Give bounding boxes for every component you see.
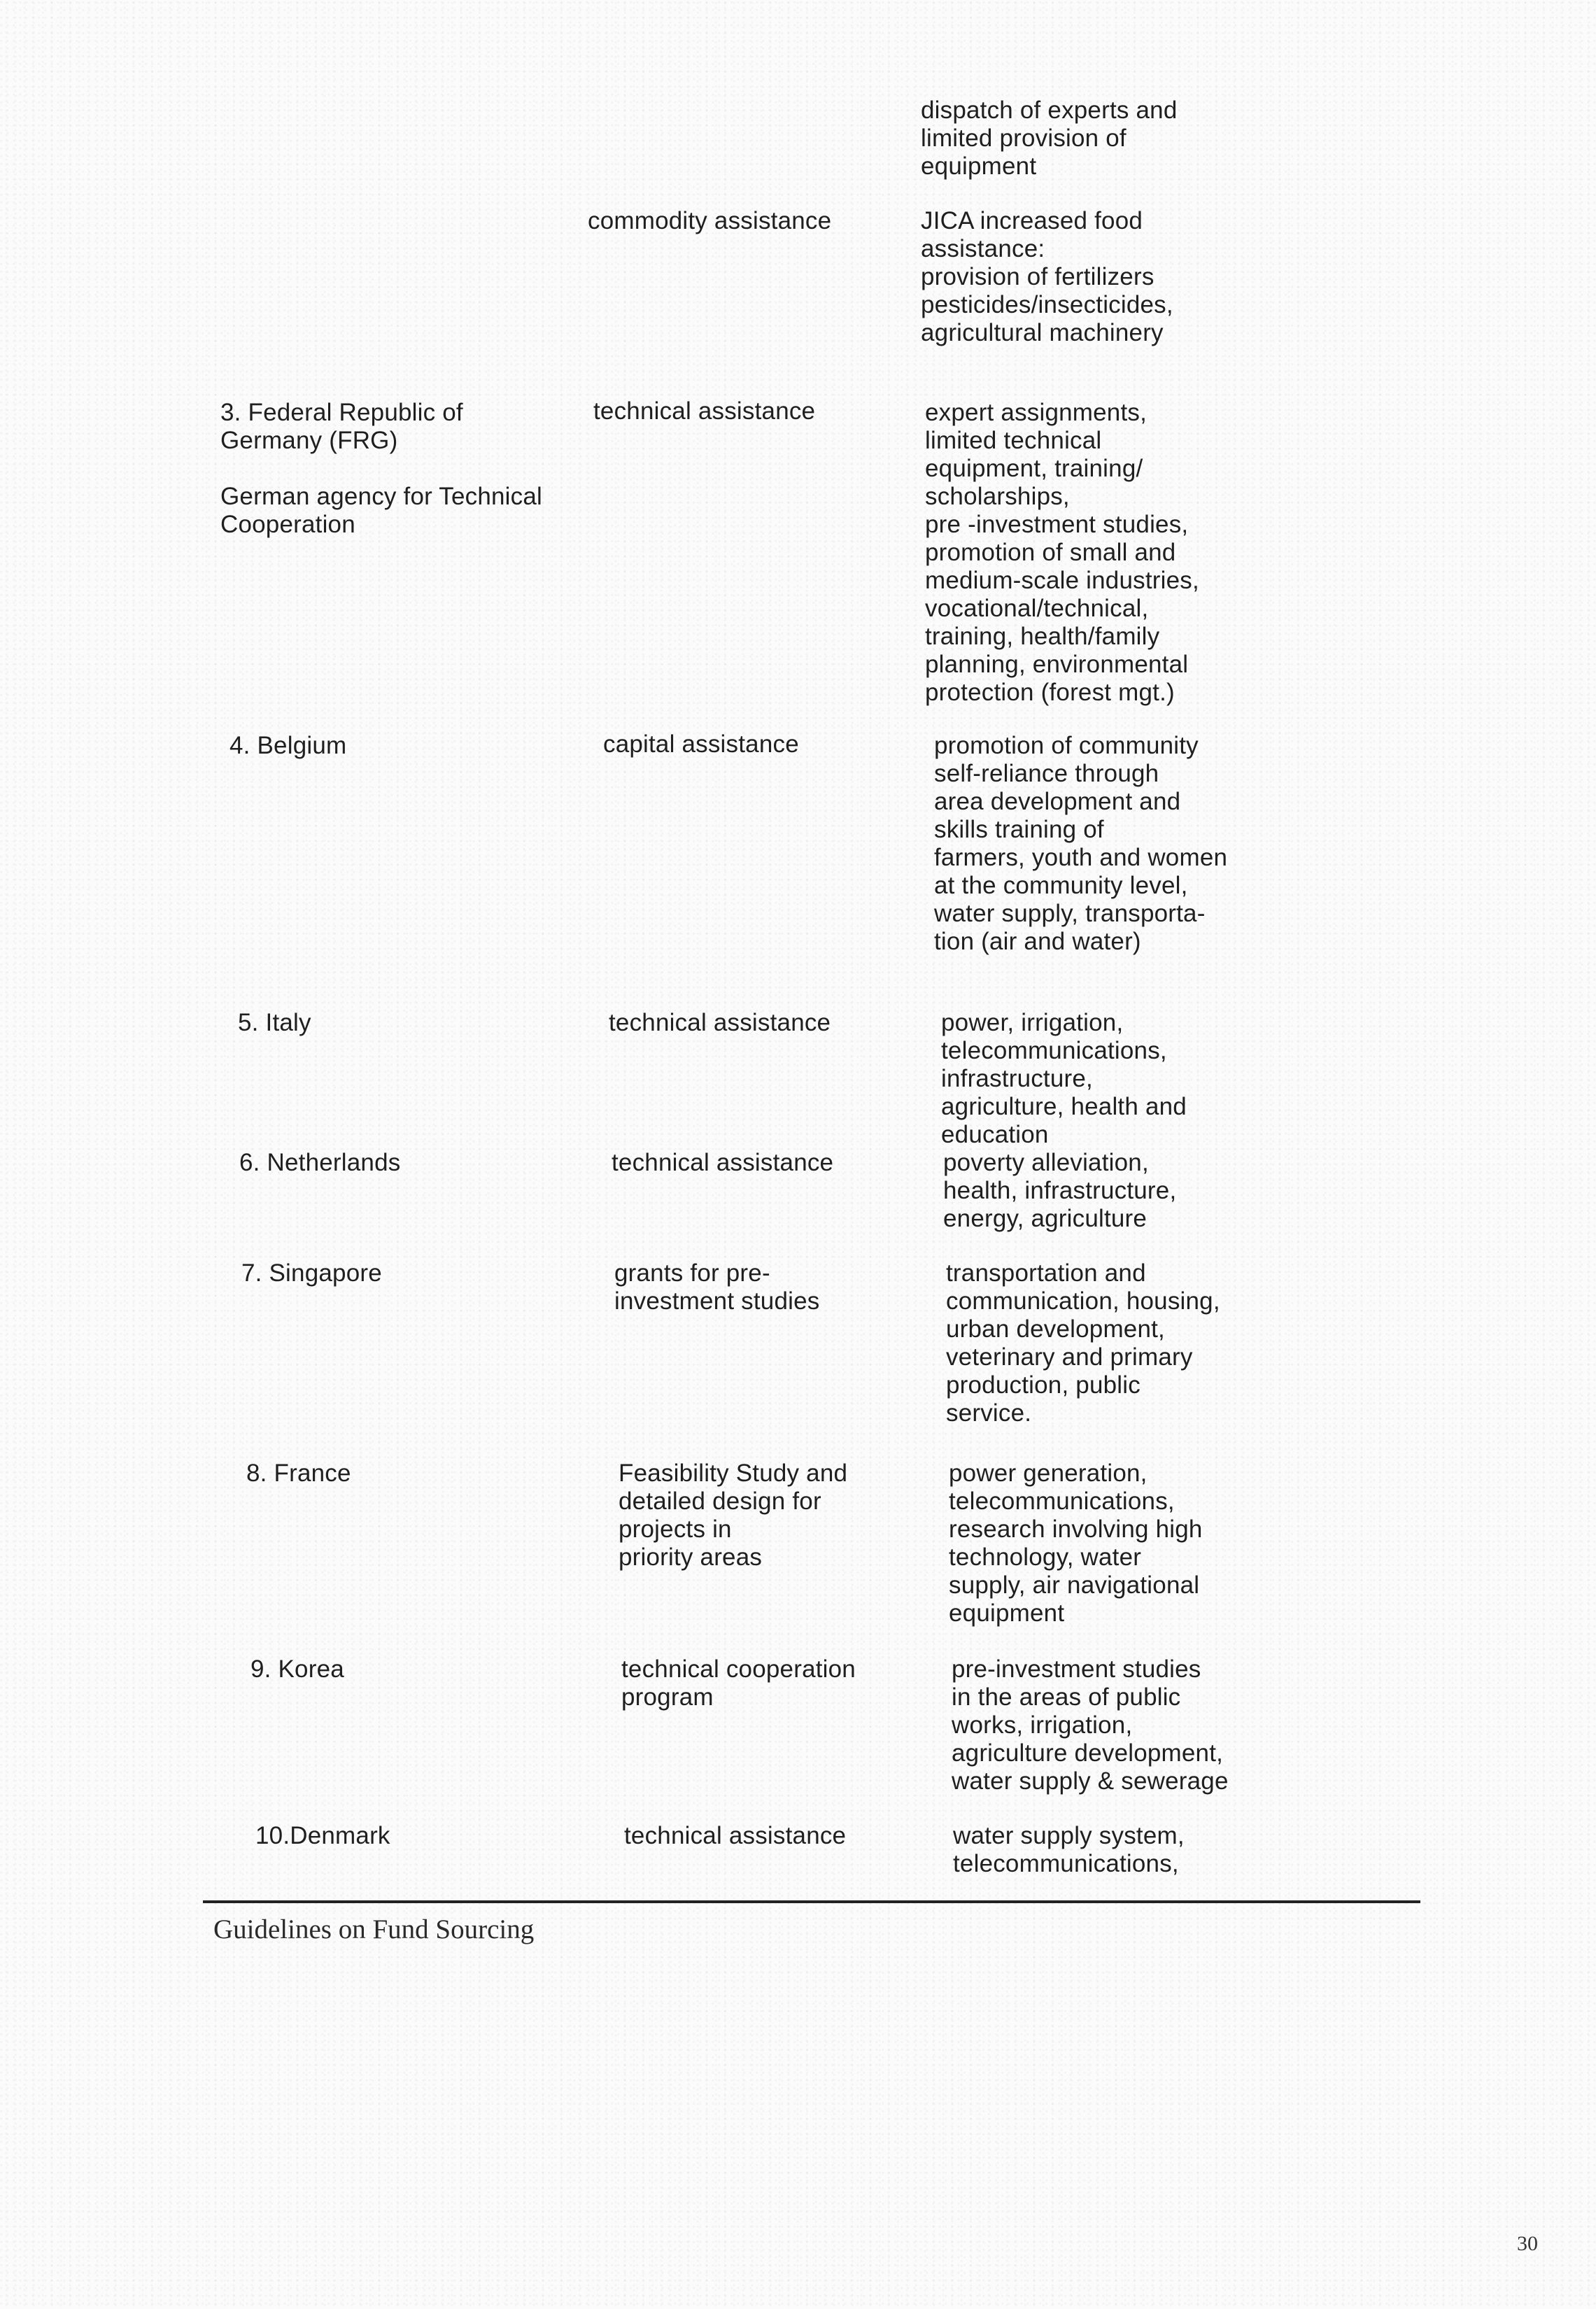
donor-name: 5. Italy [238,1009,311,1036]
donor-name: 6. Netherlands [239,1149,401,1176]
continuation-details-top: dispatch of experts and limited provision of equipment [921,97,1178,180]
assistance-type: grants for pre- investment studies [614,1259,820,1315]
donor-name: 4. Belgium [229,732,347,759]
assistance-details: promotion of community self-reliance through area development and skills training of farmers, youth and women at the community level, water supply, transporta- tion (air and water) [934,732,1228,955]
assistance-details: expert assignments, limited technical equipment, training/ scholarships, pre -investment studies, promotion of small and medium-scale industries, vocational/technical, training, health/family planning, environmental protection (forest mgt.) [925,399,1199,706]
assistance-type: technical assistance [612,1149,834,1176]
donor-name: 3. Federal Republic of Germany (FRG) German agency for Technical Cooperation [220,399,542,538]
assistance-details: pre-investment studies in the areas of public works, irrigation, agriculture development, water supply & sewerage [952,1655,1229,1795]
continuation-details: JICA increased food assistance: provision of fertilizers pesticides/insecticides, agricultural machinery [921,207,1173,346]
assistance-details: poverty alleviation, health, infrastructure, energy, agriculture [943,1149,1177,1232]
donor-name: 8. France [246,1460,351,1487]
assistance-type: capital assistance [603,730,799,758]
assistance-type: technical assistance [624,1822,847,1849]
assistance-type: technical cooperation program [621,1655,856,1711]
donor-name: 10.Denmark [255,1822,390,1849]
assistance-type: technical assistance [609,1009,831,1036]
assistance-details: transportation and communication, housing, urban development, veterinary and primary production, public service. [946,1259,1220,1427]
assistance-details: water supply system, telecommunications, [953,1822,1185,1877]
footer-title: Guidelines on Fund Sourcing [213,1914,535,1944]
donor-name: 7. Singapore [241,1259,382,1287]
page-number: 30 [1517,2232,1538,2255]
footer-divider [203,1900,1420,1903]
assistance-type: technical assistance [593,397,816,425]
assistance-details: power generation, telecommunications, research involving high technology, water supply, air navigational equipment [949,1460,1203,1627]
assistance-type: Feasibility Study and detailed design for projects in priority areas [619,1460,848,1571]
continuation-assistance-type: commodity assistance [588,207,832,234]
assistance-details: power, irrigation, telecommunications, infrastructure, agriculture, health and education [941,1009,1187,1148]
donor-name: 9. Korea [250,1655,344,1683]
